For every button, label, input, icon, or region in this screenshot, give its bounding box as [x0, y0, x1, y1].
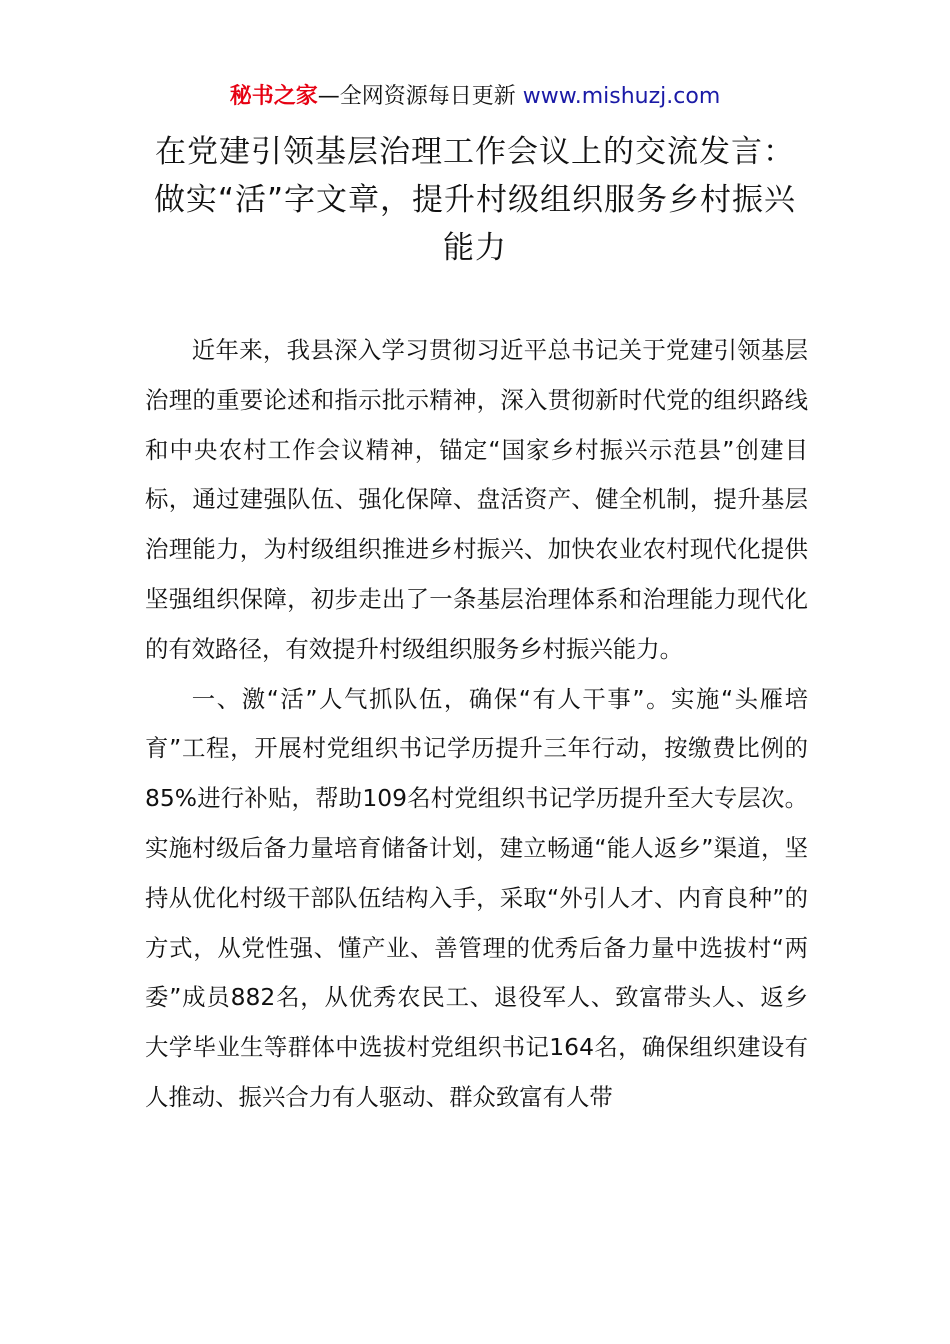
document-body: [145, 326, 808, 1123]
site-tagline: —全网资源每日更新: [317, 84, 516, 109]
site-url-link[interactable]: www.mishuzj.com: [522, 84, 721, 109]
paragraph-section-one: 一、激“活”人气抓队伍，确保“有人干事”。实施“头雁培育”工程，开展村党组织书记学历提升三年行动，按缴费比例的85%进行补贴，帮助109名村党组织书记学历提升至大专层次。实施村级后备力量培育储备计划，建立畅通“能人返乡”渠道，坚持从优化村级干部队伍结构入手，采取“外引人才、内育良种”的方式，从党性强、懂产业、善管理的优秀后备力量中选拔村“两委”成员882名，从优秀农民工、退役军人、致富带头人、返乡大学毕业生等群体中选拔村党组织书记164名，确保组织建设有人推动、振兴合力有人驱动、群众致富有人带: [145, 684, 808, 1111]
site-brand: 秘书之家: [229, 84, 318, 109]
document-title: 在党建引领基层治理工作会议上的交流发言：做实“活”字文章，提升村级组织服务乡村振兴能力: [153, 134, 797, 266]
paragraph-intro: 近年来，我县深入学习贯彻习近平总书记关于党建引领基层治理的重要论述和指示批示精神，深入贯彻新时代党的组织路线和中央农村工作会议精神，锚定“国家乡村振兴示范县”创建目标，通过建强队伍、强化保障、盘活资产、健全机制，提升基层治理能力，为村级组织推进乡村振兴、加快农业农村现代化提供坚强组织保障，初步走出了一条基层治理体系和治理能力现代化的有效路径，有效提升村级组织服务乡村振兴能力。: [145, 336, 808, 663]
site-header: [0, 82, 950, 112]
